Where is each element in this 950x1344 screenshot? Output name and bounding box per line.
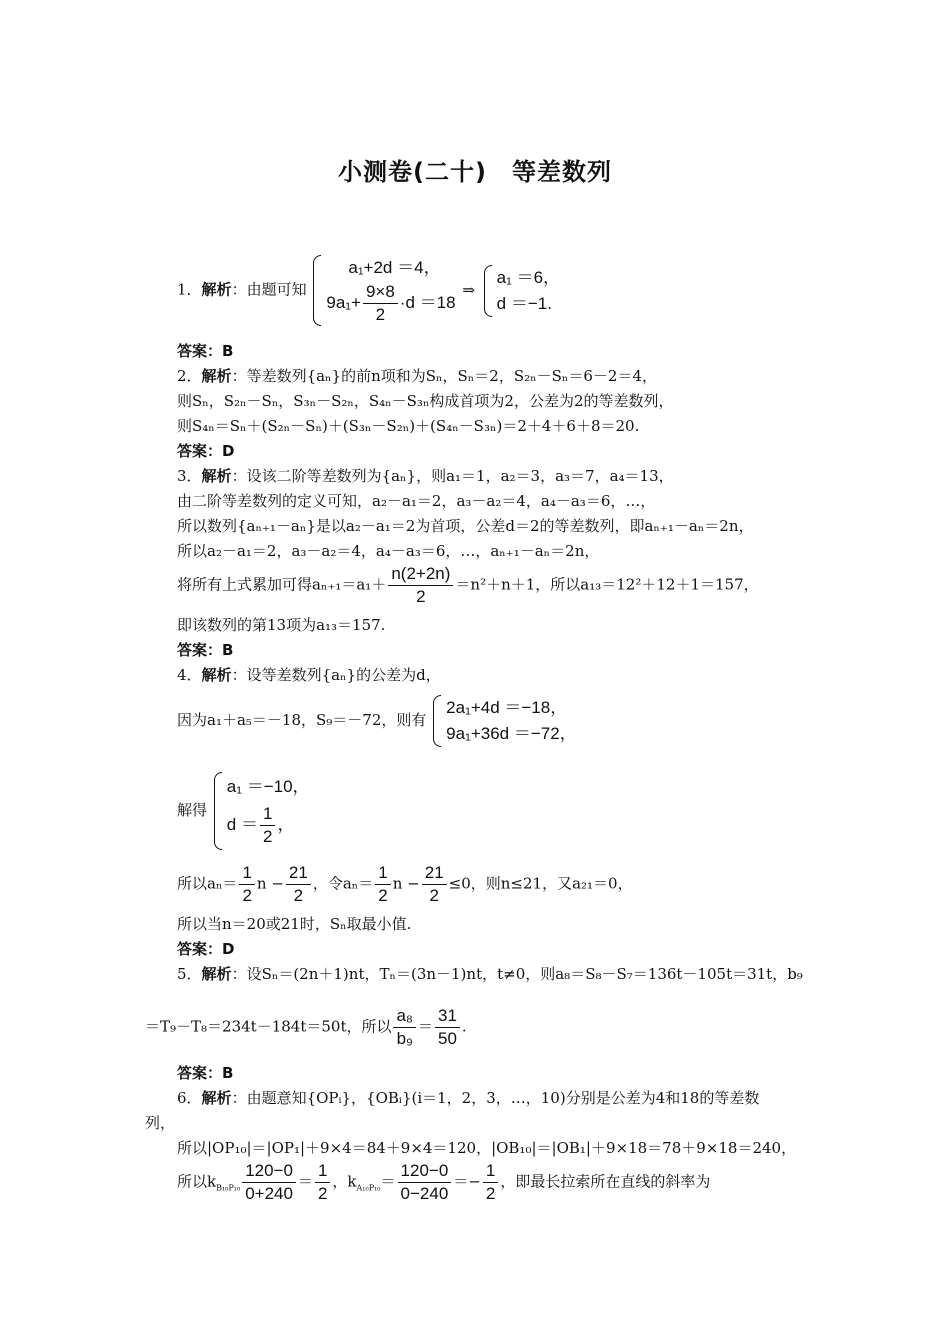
q1-text: ：由题可知: [231, 280, 307, 299]
q2-line-2: 则Sₙ，S₂ₙ－Sₙ，S₃ₙ－S₂ₙ，S₄ₙ－S₃ₙ构成首项为2，公差为2的等差数列，: [177, 392, 674, 410]
q4-solution-system: a₁ ＝−10， d ＝ $\frac{1}{2}$ ，: [214, 772, 310, 850]
q1-system: [313, 255, 455, 326]
q4-system: 2a₁+4d ＝−18， 9a₁+36d ＝−72，: [433, 695, 577, 747]
implies-arrow: ⇒: [462, 280, 475, 299]
page-title: 小测卷(二十) 等差数列: [338, 158, 612, 186]
left-brace-icon: [433, 695, 441, 747]
q6-line-1: 6．解析：由题意知{OPᵢ}，{OBᵢ}(i＝1，2，3，…，10)分别是公差为4和18的等差数: [177, 1089, 760, 1107]
q1-eq1: a₁+2d ＝4，: [348, 258, 441, 277]
q1-fraction: $\frac{9\times 8}{2}$: [363, 281, 398, 326]
q3-line-5: 将所有上式累加可得aₙ₊₁＝a₁＋ $\frac{n(2+2n)}{2}$ ＝n²＋n＋1，所以a₁₃＝12²＋12＋1＝157，: [177, 564, 759, 606]
q3-line-3: 所以数列{aₙ₊₁－aₙ}是以a₂－a₁＝2为首项，公差d＝2的等差数列，即aₙ₊₁－aₙ＝2n，: [177, 517, 754, 535]
left-brace-icon: [484, 265, 492, 317]
q3-fraction: $\frac{n(2+2n)}{2}$: [388, 563, 453, 608]
q3-line-6: 即该数列的第13项为a₁₃＝157.: [177, 616, 386, 634]
q3-line-4: 所以a₂－a₁＝2，a₃－a₂＝4，a₄－a₃＝6，…，aₙ₊₁－aₙ＝2n，: [177, 542, 600, 560]
answer-3: 答案：B: [177, 641, 234, 659]
q1-label: 解析: [201, 280, 232, 299]
q1-res2: d ＝−1.: [496, 293, 552, 313]
answer-2: 答案：D: [177, 442, 235, 460]
left-brace-icon: [214, 772, 222, 850]
answer-4: 答案：D: [177, 940, 235, 958]
q1-solution: [177, 255, 560, 326]
q5-line-2: ＝T₉－T₈＝234t－184t＝50t，所以 $\frac{\text{a₈}}{\text{b₉}}$ ＝ $\frac{31}{50}$ .: [145, 1006, 467, 1048]
q2-line-1: 2．解析：等差数列{aₙ}的前n项和为Sₙ，Sₙ＝2，S₂ₙ－Sₙ＝6－2＝4，: [177, 367, 657, 385]
answer-5: 答案：B: [177, 1064, 234, 1082]
answer-1: 答案：B: [177, 342, 234, 360]
q1-eq2: 9a₁+ $\frac{9\times 8}{2}$ ·d ＝18: [326, 282, 456, 324]
q4-line-5: 所以当n＝20或21时，Sₙ取最小值.: [177, 915, 412, 933]
left-brace-icon: [313, 255, 321, 326]
q3-line-2: 由二阶等差数列的定义可知，a₂－a₁＝2，a₃－a₂＝4，a₄－a₃＝6，…，: [177, 492, 656, 510]
q6-line-3: 所以|OP₁₀|＝|OP₁|＋9×4＝84＋9×4＝120，|OB₁₀|＝|OB₁|＋9×18＝78＋9×18＝240，: [177, 1139, 797, 1157]
q4-line-2: 因为a₁＋a₅＝－18，S₉＝－72，则有 2a₁+4d ＝−18， 9a₁+36d ＝−72，: [177, 695, 577, 747]
q6-line-2: 列，: [145, 1114, 176, 1132]
q4-line-3: 解得 a₁ ＝−10， d ＝ $\frac{1}{2}$ ，: [177, 772, 310, 850]
q4-line-1: 4．解析：设等差数列{aₙ}的公差为d，: [177, 666, 441, 684]
q3-line-1: 3．解析：设该二阶等差数列为{aₙ}，则a₁＝1，a₂＝3，a₃＝7，a₄＝13，: [177, 467, 674, 485]
q6-line-4: 所以$k_{B_{10}P_{10}}$ $\frac{120-0}{0+240}$ ＝ $\frac{1}{2}$ ，$k_{A_{10}P_{10}}=$ $\frac{120-0}{0-240}$ ＝− $\frac{1}{2}$ ，即最长拉索所在直线的斜率为: [177, 1161, 711, 1203]
q4-line-4: 所以aₙ＝ $\frac{1}{2}$ n − $\frac{21}{2}$ ，令aₙ＝ $\frac{1}{2}$ n − $\frac{21}{2}$ ≤0，则n≤21，又a₂₁＝0，: [177, 863, 633, 905]
q1-result-system: [484, 265, 560, 317]
q2-line-3: 则S₄ₙ＝Sₙ＋(S₂ₙ－Sₙ)＋(S₃ₙ－S₂ₙ)＋(S₄ₙ－S₃ₙ)＝2＋4＋6＋8＝20.: [177, 417, 640, 435]
q5-line-1: 5．解析：设Sₙ＝(2n＋1)nt，Tₙ＝(3n－1)nt，t≠0，则a₈＝S₈－S₇＝136t－105t＝31t，b₉: [177, 965, 803, 983]
q1-res1: a₁ ＝6，: [496, 267, 561, 287]
q1-number: 1．: [177, 280, 202, 299]
